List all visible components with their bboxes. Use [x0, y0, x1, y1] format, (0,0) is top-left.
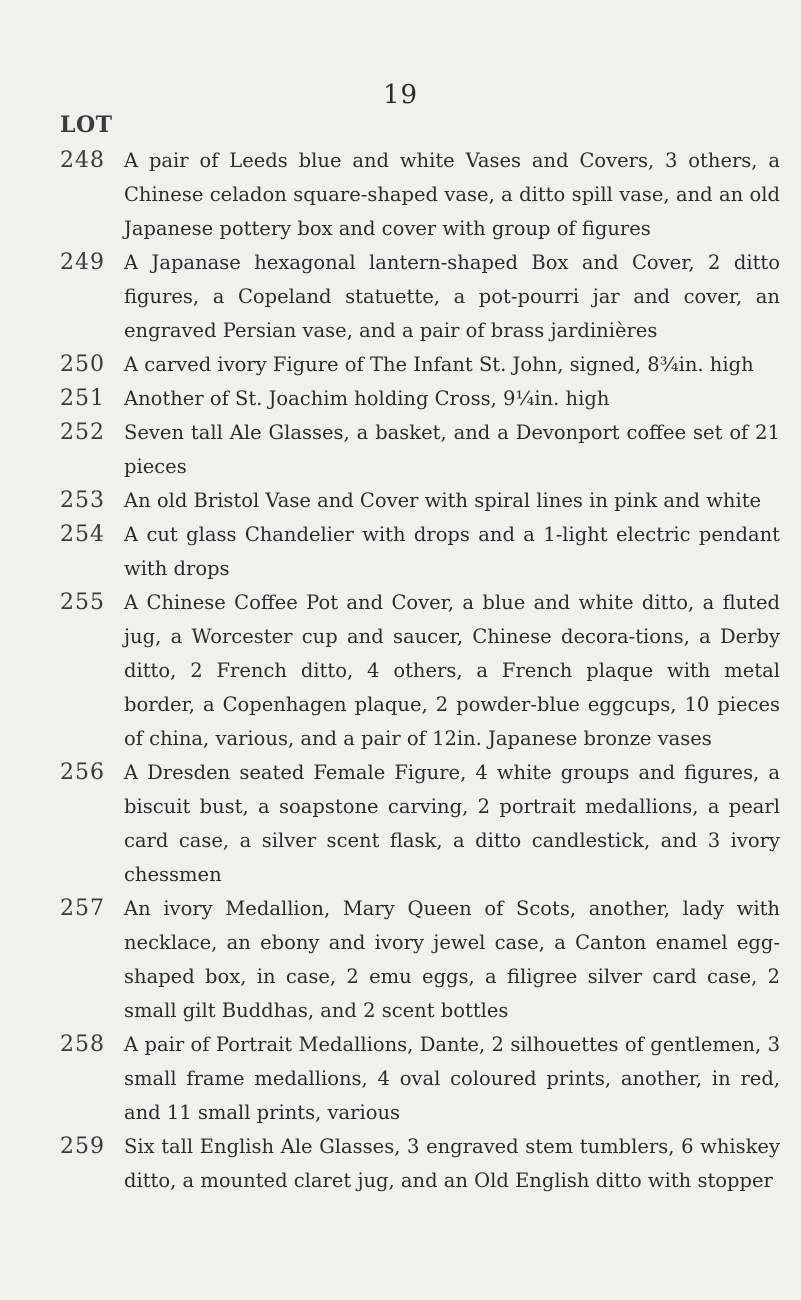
lot-description: An ivory Medallion, Mary Queen of Scots, another, lady with necklace, an ebony and ivory jewel case, a Canton enamel egg-shaped box, in case, 2 emu eggs, a filigree silver card case, 2 small gilt Buddhas, and 2 scent bottles [124, 897, 780, 1022]
lot-description: A cut glass Chandelier with drops and a 1-light electric pendant with drops [124, 523, 780, 580]
lot-description: An old Bristol Vase and Cover with spiral lines in pink and white [124, 489, 762, 512]
lot-entry [60, 586, 780, 756]
lot-entry [60, 1028, 780, 1130]
lot-entry [60, 416, 780, 484]
lot-entry [60, 892, 780, 1028]
lot-number: 248 [60, 148, 105, 173]
lot-list [60, 144, 780, 1198]
page-number: 19 [382, 80, 419, 110]
lot-number: 259 [60, 1134, 105, 1159]
lot-column-header: LOT [60, 112, 113, 138]
lot-entry [60, 246, 780, 348]
lot-number: 252 [60, 420, 105, 445]
lot-description: Six tall English Ale Glasses, 3 engraved stem tumblers, 6 whiskey ditto, a mounted claret jug, and an Old English ditto with stopper [124, 1135, 780, 1192]
lot-number: 257 [60, 896, 105, 921]
lot-description: A carved ivory Figure of The Infant St. John, signed, 8¾in. high [124, 353, 754, 376]
lot-description: Seven tall Ale Glasses, a basket, and a Devonport coffee set of 21 pieces [124, 421, 780, 478]
lot-number: 250 [60, 352, 105, 377]
lot-description: Another of St. Joachim holding Cross, 9¼in. high [124, 387, 610, 410]
lot-description: A pair of Portrait Medallions, Dante, 2 silhouettes of gentlemen, 3 small frame medallions, 4 oval coloured prints, another, in red, and 11 small prints, various [124, 1033, 780, 1124]
lot-entry [60, 348, 780, 382]
lot-number: 256 [60, 760, 105, 785]
lot-number: 253 [60, 488, 105, 513]
lot-entry [60, 756, 780, 892]
lot-entry [60, 1130, 780, 1198]
lot-description: A Japanase hexagonal lantern-shaped Box and Cover, 2 ditto figures, a Copeland statuette, a pot-pourri jar and cover, an engraved Persian vase, and a pair of brass jardinières [124, 251, 780, 342]
lot-entry [60, 144, 780, 246]
lot-number: 258 [60, 1032, 105, 1057]
lot-entry [60, 484, 780, 518]
lot-number: 255 [60, 590, 105, 615]
lot-description: A Dresden seated Female Figure, 4 white groups and figures, a biscuit bust, a soapstone carving, 2 portrait medallions, a pearl card case, a silver scent flask, a ditto candlestick, and 3 ivory chessmen [124, 761, 780, 886]
lot-entry [60, 518, 780, 586]
lot-number: 249 [60, 250, 105, 275]
lot-description: A pair of Leeds blue and white Vases and Covers, 3 others, a Chinese celadon square-shaped vase, a ditto spill vase, and an old Japanese pottery box and cover with group of figures [124, 149, 780, 240]
lot-number: 251 [60, 386, 105, 411]
lot-description: A Chinese Coffee Pot and Cover, a blue and white ditto, a fluted jug, a Worcester cup and saucer, Chinese decora-tions, a Derby ditto, 2 French ditto, 4 others, a French plaque with metal border, a Copenhagen plaque, 2 powder-blue eggcups, 10 pieces of china, various, and a pair of 12in. Japanese bronze vases [124, 591, 780, 750]
lot-entry [60, 382, 780, 416]
lot-number: 254 [60, 522, 105, 547]
